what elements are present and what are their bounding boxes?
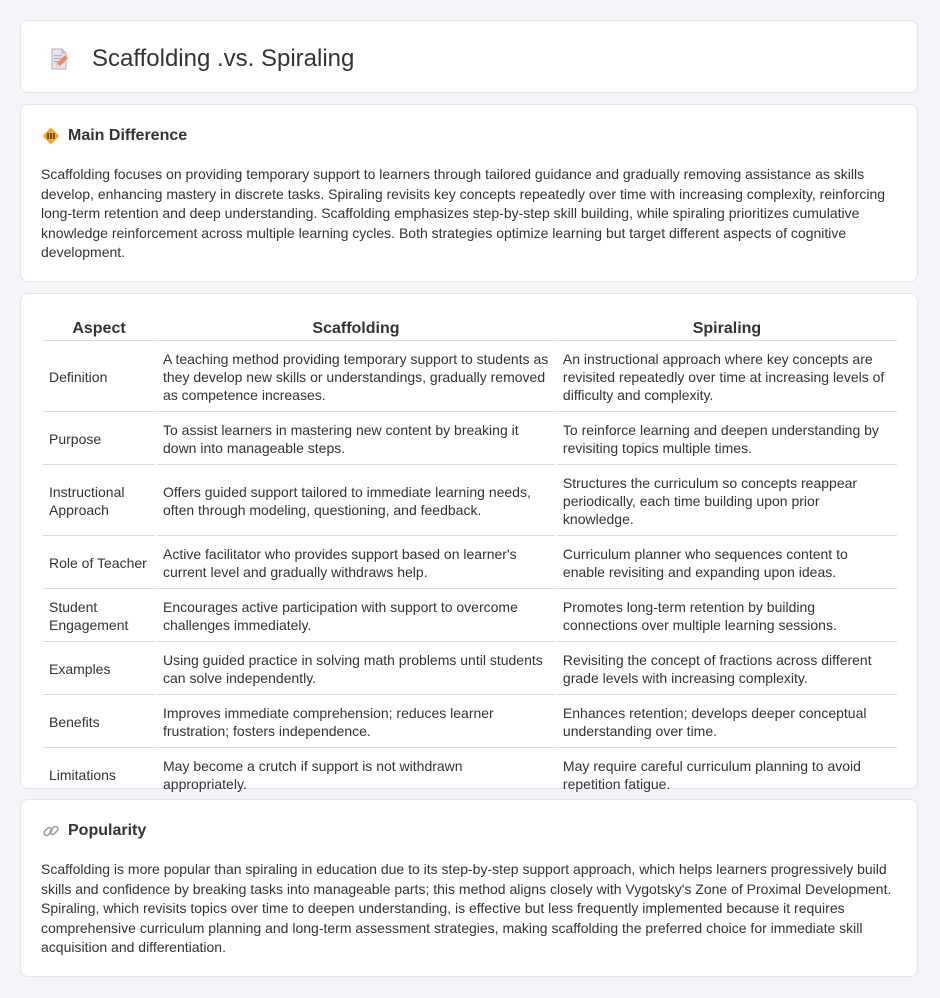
popularity-card xyxy=(20,799,918,977)
page-title: Scaffolding .vs. Spiraling xyxy=(92,45,355,72)
row-spiraling: May require careful curriculum planning to avoid repetition fatigue. xyxy=(557,750,897,801)
row-aspect: Definition xyxy=(43,343,155,412)
header-spiraling: Spiraling xyxy=(557,316,897,341)
document-edit-icon xyxy=(47,47,71,71)
link-icon xyxy=(42,822,60,840)
comparison-table-card xyxy=(20,293,918,792)
row-spiraling: Curriculum planner who sequences content to enable revisiting and expanding upon ideas. xyxy=(557,538,897,589)
table-row xyxy=(43,697,897,748)
row-scaffolding: May become a crutch if support is not withdrawn appropriately. xyxy=(157,750,555,801)
row-aspect: Instructional Approach xyxy=(43,467,155,536)
row-scaffolding: Improves immediate comprehension; reduces learner frustration; fosters independence. xyxy=(157,697,555,748)
row-scaffolding: A teaching method providing temporary support to students as they develop new skills or understandings, gradually removed as competence increases. xyxy=(157,343,555,412)
diamond-sign-icon xyxy=(42,127,60,145)
popularity-text: Scaffolding is more popular than spiraling in education due to its step-by-step support approach, which helps learners progressively build skills and confidence by breaking tasks into manageable parts; this method aligns closely with Vygotsky's Zone of Proximal Development. Spiraling, which revisits topics over time to deepen understanding, is effective but less frequently implemented because it requires comprehensive curriculum planning and long-term assessment strategies, making scaffolding the preferred choice for immediate skill acquisition and differentiation. xyxy=(41,861,892,956)
table-row xyxy=(43,591,897,642)
popularity-heading xyxy=(42,822,146,840)
row-scaffolding: Using guided practice in solving math problems until students can solve independently. xyxy=(157,644,555,695)
row-aspect: Examples xyxy=(43,644,155,695)
row-aspect: Benefits xyxy=(43,697,155,748)
row-aspect: Role of Teacher xyxy=(43,538,155,589)
table-header-row xyxy=(43,316,897,341)
main-difference-text: Scaffolding focuses on providing temporary support to learners through tailored guidance and gradually removing assistance as skills develop, enhancing mastery in discrete tasks. Spiraling revisits key concepts repeatedly over time with increasing complexity, reinforcing long-term retention and deep understanding. Scaffolding emphasizes step-by-step skill building, while spiraling prioritizes cumulative knowledge reinforcement across multiple learning cycles. Both strategies optimize learning but target different aspects of cognitive development. xyxy=(41,166,886,261)
table-row xyxy=(43,467,897,536)
row-spiraling: An instructional approach where key concepts are revisited repeatedly over time at increasing levels of difficulty and complexity. xyxy=(557,343,897,412)
row-spiraling: Promotes long-term retention by building connections over multiple learning sessions. xyxy=(557,591,897,642)
row-spiraling: Enhances retention; develops deeper conceptual understanding over time. xyxy=(557,697,897,748)
main-difference-heading xyxy=(42,127,187,145)
row-aspect: Limitations xyxy=(43,750,155,801)
header-card xyxy=(20,20,918,93)
table-row xyxy=(43,644,897,695)
row-scaffolding: Offers guided support tailored to immediate learning needs, often through modeling, questioning, and feedback. xyxy=(157,467,555,536)
main-difference-title: Main Difference xyxy=(68,127,188,144)
row-spiraling: Structures the curriculum so concepts reappear periodically, each time building upon prior knowledge. xyxy=(557,467,897,536)
header-scaffolding: Scaffolding xyxy=(157,316,555,341)
row-aspect: Student Engagement xyxy=(43,591,155,642)
row-scaffolding: Active facilitator who provides support based on learner's current level and gradually withdraws help. xyxy=(157,538,555,589)
row-scaffolding: Encourages active participation with support to overcome challenges immediately. xyxy=(157,591,555,642)
row-spiraling: To reinforce learning and deepen understanding by revisiting topics multiple times. xyxy=(557,414,897,465)
comparison-table xyxy=(41,314,899,803)
row-spiraling: Revisiting the concept of fractions across different grade levels with increasing complexity. xyxy=(557,644,897,695)
table-row xyxy=(43,414,897,465)
row-aspect: Purpose xyxy=(43,414,155,465)
table-row xyxy=(43,538,897,589)
table-row xyxy=(43,343,897,412)
popularity-title: Popularity xyxy=(68,822,147,839)
main-difference-card xyxy=(20,104,918,282)
header-aspect: Aspect xyxy=(43,316,155,341)
row-scaffolding: To assist learners in mastering new content by breaking it down into manageable steps. xyxy=(157,414,555,465)
table-row xyxy=(43,750,897,801)
